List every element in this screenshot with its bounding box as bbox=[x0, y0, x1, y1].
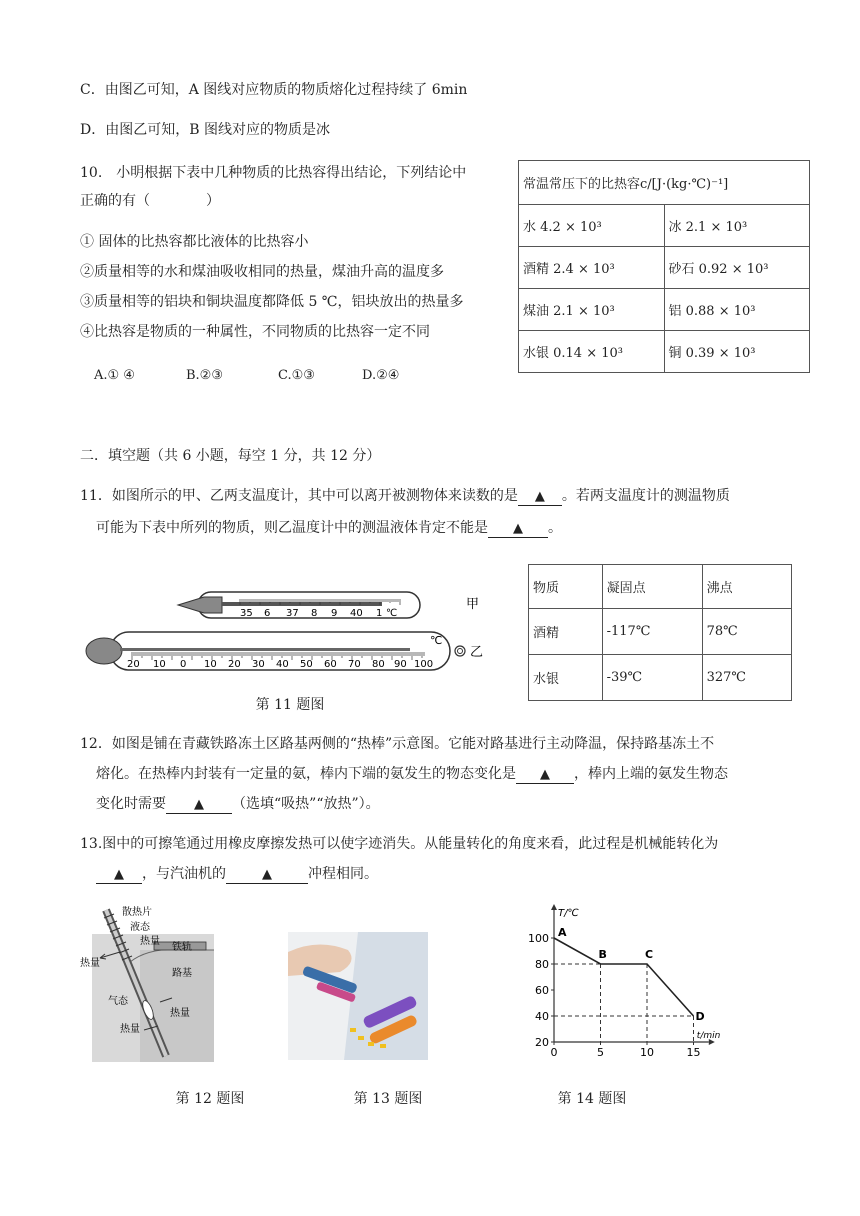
tick-label: 37 bbox=[286, 608, 299, 619]
q10-statement-1: ① 固体的比热容都比液体的比热容小 bbox=[80, 234, 309, 250]
x-tick-label: 15 bbox=[686, 1046, 701, 1059]
q13-line2 bbox=[96, 864, 378, 884]
table-cell: 酒精 bbox=[529, 609, 603, 655]
tick-label: 8 bbox=[311, 608, 318, 619]
table-cell: 砂石 0.92 × 10³ bbox=[664, 247, 810, 289]
y-tick-label: 40 bbox=[535, 1010, 549, 1023]
table-header-cell: 凝固点 bbox=[602, 565, 702, 609]
q13-line1: 13.图中的可擦笔通过用橡皮摩擦发热可以使字迹消失。从能量转化的角度来看，此过程是机械能转化为 bbox=[80, 836, 719, 852]
specific-heat-table bbox=[518, 160, 810, 373]
label-gas: 气态 bbox=[108, 996, 128, 1007]
q12-line3 bbox=[96, 794, 380, 814]
q11-caption: 第 11 题图 bbox=[255, 697, 325, 713]
q11-line2-text: 可能为下表中所列的物质，则乙温度计中的测温液体肯定不能是 bbox=[96, 520, 488, 536]
q11-line1-text: 11．如图所示的甲、乙两支温度计，其中可以离开被测物体来读数的是 bbox=[80, 488, 518, 504]
q10-choice-a: A.① ④ bbox=[94, 368, 135, 383]
specific-heat-table-header: 常温常压下的比热容c/[J·(kg·℃)⁻¹] bbox=[519, 161, 810, 205]
q10-choice-d: D.②④ bbox=[362, 368, 400, 383]
table-cell: 铝 0.88 × 10³ bbox=[664, 289, 810, 331]
q11-blank-2[interactable]: ▲ bbox=[488, 521, 548, 538]
q13-line2-text: ，与汽油机的 bbox=[142, 866, 226, 882]
q12-line2-text-b: ，棒内上端的氨发生物态 bbox=[574, 766, 728, 782]
tick-label: 9 bbox=[331, 608, 338, 619]
y-axis-arrow bbox=[551, 904, 557, 910]
q11-line1 bbox=[80, 486, 730, 506]
q12-line3-text-b: （选填“吸热”“放热”）。 bbox=[232, 796, 380, 812]
heat-pipe-figure bbox=[80, 906, 220, 1064]
y-tick-label: 80 bbox=[535, 958, 549, 971]
table-header-cell: 沸点 bbox=[702, 565, 791, 609]
q12-line2 bbox=[96, 764, 728, 784]
point-label: D bbox=[695, 1010, 705, 1023]
q13-line2-text-b: 冲程相同。 bbox=[308, 866, 378, 882]
tick-label: ℃ bbox=[386, 608, 398, 619]
tick-label: 50 bbox=[300, 659, 313, 670]
label-heat-2: 热量 bbox=[80, 958, 100, 969]
q12-caption: 第 12 题图 bbox=[175, 1091, 245, 1107]
q10-statement-4: ④比热容是物质的一种属性，不同物质的比热容一定不同 bbox=[80, 324, 430, 340]
q12-line2-text: 熔化。在热棒内封装有一定量的氨，棒内下端的氨发生的物态变化是 bbox=[96, 766, 516, 782]
melting-boiling-table bbox=[528, 564, 792, 701]
tick-label: 90 bbox=[394, 659, 407, 670]
x-axis-label: t/min bbox=[696, 1031, 721, 1041]
q12-line1: 12．如图是铺在青藏铁路冻土区路基两侧的“热棒”示意图。它能对路基进行主动降温，保持路基冻土不 bbox=[80, 736, 715, 752]
q14-caption: 第 14 题图 bbox=[557, 1091, 627, 1107]
table-cell: 冰 2.1 × 10³ bbox=[664, 205, 810, 247]
point-label: B bbox=[598, 948, 607, 961]
table-cell: 327℃ bbox=[702, 655, 791, 701]
tick-label: 80 bbox=[372, 659, 385, 670]
q10-statement-3: ③质量相等的铝块和铜块温度都降低 5 ℃，铝块放出的热量多 bbox=[80, 294, 464, 310]
q10-choice-c: C.①③ bbox=[278, 368, 315, 383]
table-cell: 煤油 2.1 × 10³ bbox=[519, 289, 665, 331]
q11-line2-text-b: 。 bbox=[548, 520, 562, 536]
table-cell: 78℃ bbox=[702, 609, 791, 655]
table-cell: -117℃ bbox=[602, 609, 702, 655]
x-tick-label: 5 bbox=[597, 1046, 604, 1059]
table-cell: 酒精 2.4 × 10³ bbox=[519, 247, 665, 289]
thermometer-yi-label: 乙 bbox=[470, 645, 484, 660]
label-heat-3: 热量 bbox=[170, 1008, 190, 1019]
y-tick-label: 20 bbox=[535, 1036, 549, 1049]
tick-unit: ℃ bbox=[430, 634, 443, 647]
tick-label: 1 bbox=[376, 608, 383, 619]
x-tick-label: 10 bbox=[640, 1046, 654, 1059]
tick-label: 10 bbox=[204, 659, 217, 670]
table-cell: 水 4.2 × 10³ bbox=[519, 205, 665, 247]
y-tick-label: 100 bbox=[528, 932, 549, 945]
q9-option-c: C．由图乙可知，A 图线对应物质的物质熔化过程持续了 6min bbox=[80, 82, 468, 98]
q10-statement-2: ②质量相等的水和煤油吸收相同的热量，煤油升高的温度多 bbox=[80, 264, 444, 280]
tick-label: 60 bbox=[324, 659, 337, 670]
x-tick-label: 0 bbox=[550, 1046, 558, 1059]
label-fin: 散热片 bbox=[122, 907, 152, 918]
q9-option-d: D．由图乙可知，B 图线对应的物质是冰 bbox=[80, 122, 330, 138]
point-label: A bbox=[558, 926, 567, 939]
q13-blank-2[interactable]: ▲ bbox=[226, 867, 308, 884]
thermometer-yi bbox=[86, 632, 450, 670]
q11-line1-text-b: 。若两支温度计的测温物质 bbox=[561, 488, 730, 504]
tick-label: 40 bbox=[350, 608, 363, 619]
q13-blank-1[interactable]: ▲ bbox=[96, 867, 142, 884]
thermometer-jia bbox=[178, 592, 420, 619]
tick-label: 0 bbox=[180, 659, 187, 670]
q14-temperature-time-chart bbox=[524, 900, 724, 1060]
tick-label: 20 bbox=[228, 659, 241, 670]
label-liquid: 液态 bbox=[130, 922, 150, 933]
tick-label: 20 bbox=[127, 659, 140, 670]
ring-icon bbox=[455, 646, 465, 656]
point-label: C bbox=[645, 948, 654, 961]
q12-line3-text: 变化时需要 bbox=[96, 796, 166, 812]
y-axis-label: T/℃ bbox=[558, 908, 579, 919]
tick-label: 10 bbox=[153, 659, 166, 670]
table-cell: 铜 0.39 × 10³ bbox=[664, 331, 810, 373]
tick-label: 35 bbox=[240, 608, 253, 619]
series-line bbox=[554, 938, 694, 1016]
tick-label: 40 bbox=[276, 659, 289, 670]
tick-label: 100 bbox=[414, 659, 434, 670]
thermometers-figure bbox=[80, 582, 500, 678]
table-cell: 水银 0.14 × 10³ bbox=[519, 331, 665, 373]
y-tick-label: 60 bbox=[535, 984, 549, 997]
q10-choice-b: B.②③ bbox=[186, 368, 223, 383]
section-2-heading: 二．填空题（共 6 小题，每空 1 分，共 12 分） bbox=[80, 448, 381, 464]
tick-label: 6 bbox=[264, 608, 271, 619]
label-heat-1: 热量 bbox=[140, 936, 160, 947]
label-roadbed: 路基 bbox=[172, 968, 192, 979]
label-rail: 铁轨 bbox=[172, 942, 192, 953]
q13-caption: 第 13 题图 bbox=[353, 1091, 423, 1107]
q11-blank-1[interactable]: ▲ bbox=[518, 489, 562, 506]
table-cell: -39℃ bbox=[602, 655, 702, 701]
q10-stem-line1: 10. 小明根据下表中几种物质的比热容得出结论，下列结论中 bbox=[80, 165, 467, 181]
thermometer-jia-label: 甲 bbox=[466, 597, 480, 612]
q12-blank-1[interactable]: ▲ bbox=[516, 767, 574, 784]
label-heat-4: 热量 bbox=[120, 1024, 140, 1035]
tick-label: 70 bbox=[348, 659, 361, 670]
ring-icon-inner bbox=[458, 649, 463, 654]
q11-line2 bbox=[96, 518, 562, 538]
erasable-pen-figure bbox=[288, 932, 428, 1060]
table-header-cell: 物质 bbox=[529, 565, 603, 609]
q10-stem-line2: 正确的有（ ） bbox=[80, 193, 220, 209]
q12-blank-2[interactable]: ▲ bbox=[166, 797, 232, 814]
table-cell: 水银 bbox=[529, 655, 603, 701]
tick-label: 30 bbox=[252, 659, 265, 670]
